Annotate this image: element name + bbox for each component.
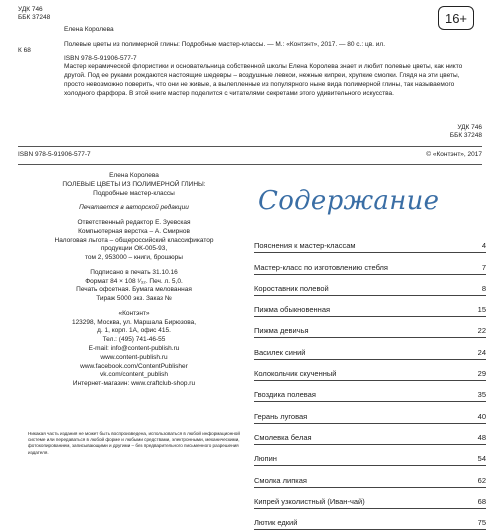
format: Формат 84 × 108 ¹⁄₃₂. Печ. л. 5,0.	[85, 277, 183, 285]
imprint-subtitle: Подробные мастер-классы	[93, 189, 175, 197]
catalog-description	[64, 26, 464, 98]
toc-entry-label: Герань луговая	[254, 411, 308, 421]
phone: Тел.: (495) 741-46-55	[102, 336, 166, 344]
toc-entry-label: Колокольчик скученный	[254, 369, 337, 379]
toc-entry	[254, 317, 486, 338]
print-type: Печать офсетная. Бумага мелованная	[76, 286, 192, 294]
copyright: © «Контэнт», 2017	[426, 151, 482, 158]
toc-entry-label: Пижма обыкновенная	[254, 305, 331, 315]
toc-entry	[254, 466, 486, 487]
toc-entry	[254, 381, 486, 402]
imprint-title: ПОЛЕВЫЕ ЦВЕТЫ ИЗ ПОЛИМЕРНОЙ ГЛИНЫ:	[62, 180, 206, 188]
tax-line-1: Налоговая льгота – общероссийский классификатор	[54, 236, 214, 244]
age-rating-badge: 16+	[438, 6, 474, 30]
udk-bbk-top	[18, 6, 50, 23]
toc-entry-label: Смолевка белая	[254, 432, 312, 442]
address-line-1: 123298, Москва, ул. Маршала Бирюзова,	[71, 318, 197, 326]
isbn: ISBN 978-5-91906-577-7	[64, 54, 137, 62]
toc-entry-page: 15	[477, 305, 486, 315]
toc-entry	[254, 445, 486, 466]
toc-entry-label: Люпин	[254, 454, 277, 464]
toc-entry-page: 29	[477, 369, 486, 379]
toc-entry-page: 22	[477, 326, 486, 336]
toc-entry	[254, 488, 486, 509]
toc-entry-page: 54	[477, 454, 486, 464]
signed-date: Подписано в печать 31.10.16	[90, 268, 178, 276]
toc-entry	[254, 424, 486, 445]
toc-entry	[254, 296, 486, 317]
bbk-code-bottom: ББК 37248	[449, 132, 482, 140]
toc-entry-label: Смолка липкая	[254, 475, 307, 485]
layout-credit: Компьютерная верстка – А. Смирнов	[78, 227, 190, 235]
toc-entry	[254, 275, 486, 296]
toc-entry-label: Пижма девичья	[254, 326, 309, 336]
toc-entry-label: Лютик едкий	[254, 518, 298, 528]
vk-link: vk.com/content_publish	[100, 371, 168, 379]
tax-line-2: продукции ОК-005-93,	[100, 245, 168, 253]
toc-entry-page: 68	[477, 496, 486, 506]
bibliographic-record: Полевые цветы из полимерной глины: Подробные мастер-классы. — М.: «Контэнт», 2017. — 80 с.: цв. ил.	[64, 40, 385, 48]
toc-entry-page: 35	[477, 390, 486, 400]
toc-entry-label: Короставник полевой	[254, 283, 329, 293]
toc-title: Содержание	[258, 186, 440, 216]
toc-entry-page: 4	[481, 241, 486, 251]
toc-entry-label: Пояснения к мастер-классам	[254, 241, 356, 251]
toc-entry-page: 75	[477, 518, 486, 528]
toc-entry-page: 24	[477, 347, 486, 357]
toc-entry-page: 40	[477, 411, 486, 421]
print-run: Тираж 5000 экз. Заказ №	[96, 295, 172, 303]
toc-entry	[254, 232, 486, 253]
isbn-bottom: ISBN 978-5-91906-577-7	[18, 151, 91, 158]
divider	[18, 164, 482, 165]
bbk-code: ББК 37248	[18, 14, 51, 22]
toc-entry	[254, 338, 486, 359]
toc-entry-label: Кипрей узколистный (Иван-чай)	[254, 496, 365, 506]
edition-note: Печатается в авторской редакции	[79, 204, 189, 212]
author-code: К 68	[18, 47, 31, 54]
udk-code-bottom: УДК 746	[457, 124, 482, 131]
facebook-link: www.facebook.com/ContentPublisher	[80, 362, 188, 370]
toc-entry-label: Мастер-класс по изготовлению стебля	[254, 262, 388, 272]
toc-entry-label: Гвоздика полевая	[254, 390, 316, 400]
toc-entry	[254, 253, 486, 274]
annotation: Мастер керамической флористики и основательница собственной школы Елена Королева знает и любит полевые цветы, как никто другой. Под ее руками рождаются настоящие шедевры – воздушные левкои, нежные кипреи, хрупкие смолки. Глядя на эти цветы, просто невозможно поверить, что они не живые, а вылепленные из популярного ныне вида полимерной глины, так называемого холодного фарфора. В этой книге мастер поделится с читателями секретами этого удивительного искусства.	[64, 63, 463, 97]
toc-entry-page: 7	[481, 262, 486, 272]
toc-entry	[254, 509, 486, 530]
toc-entry-page: 48	[477, 432, 486, 442]
imprint-author: Елена Королева	[109, 172, 159, 179]
author-heading: Елена Королева	[64, 26, 114, 33]
toc-entry-page: 8	[481, 283, 486, 293]
toc-entry-label: Василек синий	[254, 347, 306, 357]
imprint-block	[28, 172, 240, 389]
udk-code: УДК 746	[18, 6, 43, 13]
publisher-name: «Контэнт»	[118, 309, 150, 317]
editor: Ответственный редактор Е. Зуевская	[77, 219, 191, 227]
email: E-mail: info@content-publish.ru	[88, 345, 180, 353]
shop-link: Интернет-магазин: www.craftclub-shop.ru	[72, 380, 196, 388]
udk-bbk-bottom	[450, 124, 482, 141]
toc-entry	[254, 360, 486, 381]
tax-line-3: том 2, 953000 – книги, брошюры	[85, 254, 183, 262]
copyright-fine-print: Никакая часть издания не может быть воспроизведена, использоваться в любой информационной системе или передаваться в любой форме и любыми средствами, электронными, механическими, фотокопированием, записывающими и другими – без предварительного письменного разрешения издателя.	[28, 431, 240, 455]
divider	[18, 146, 482, 147]
toc-list	[254, 232, 486, 530]
website: www.content-publish.ru	[100, 353, 168, 361]
address-line-2: д. 1, корп. 1А, офис 415.	[97, 327, 171, 335]
toc-entry-page: 62	[477, 475, 486, 485]
toc-entry	[254, 402, 486, 423]
